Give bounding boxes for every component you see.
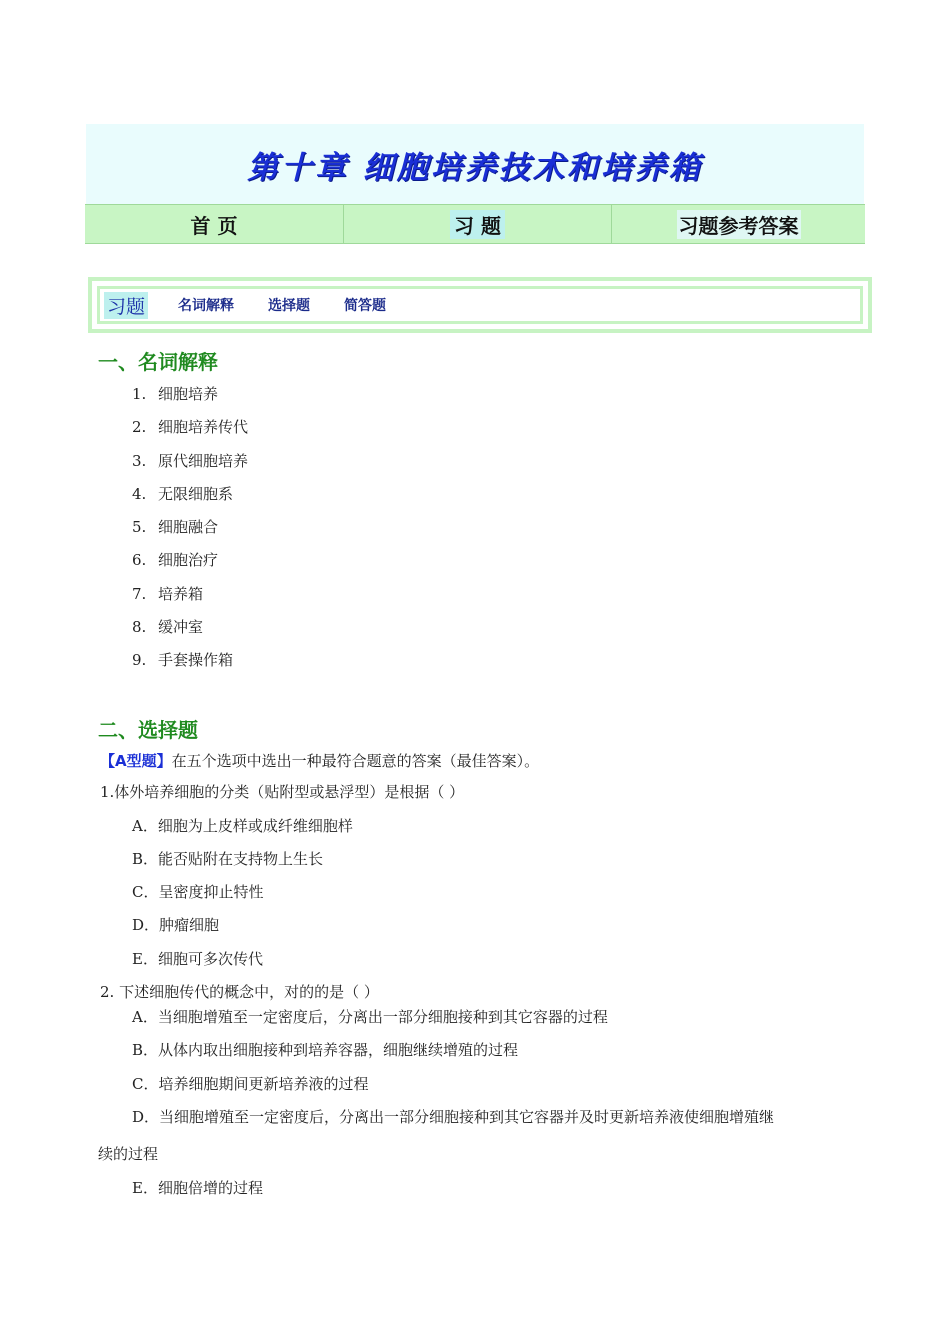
subnav-inner (97, 286, 863, 324)
chapter-title: 第十章 细胞培养技术和培养箱 (247, 149, 703, 186)
q1-option-c: C．呈密度抑止特性 (132, 883, 264, 901)
list-item: 7. 培养箱 (132, 584, 204, 603)
nav-answers-label: 习题参考答案 (677, 210, 801, 239)
nav-exercises[interactable] (343, 205, 611, 243)
question-type-tag: 【A型题】 (100, 752, 172, 770)
q2-option-d-continuation: 续的过程 (98, 1145, 159, 1163)
subnav-link-terms[interactable]: 名词解释 (178, 298, 235, 314)
list-item: 2. 细胞培养传代 (132, 418, 249, 437)
list-item: 3. 原代细胞培养 (132, 451, 249, 470)
subnav-title: 习题 (104, 292, 148, 319)
question-2: 2. 下述细胞传代的概念中，对的的是（ ） (100, 983, 379, 1001)
list-item: 8. 缓冲室 (132, 618, 204, 637)
chapter-header (86, 124, 864, 204)
question-type-desc: 在五个选项中选出一种最符合题意的答案（最佳答案）。 (171, 752, 540, 770)
subnav-link-choice[interactable]: 选择题 (268, 298, 311, 314)
nav-answers[interactable] (611, 205, 865, 243)
q2-option-e: E．细胞倍增的过程 (132, 1179, 263, 1197)
q2-option-a: A．当细胞增殖至一定密度后，分离出一部分细胞接种到其它容器的过程 (132, 1008, 608, 1026)
q1-option-b: B．能否贴附在支持物上生长 (132, 850, 324, 868)
main-nav (85, 204, 865, 244)
question-type-line (100, 750, 539, 771)
list-item: 9. 手套操作箱 (132, 651, 234, 670)
q2-option-b: B．从体内取出细胞接种到培养容器，细胞继续增殖的过程 (132, 1041, 519, 1059)
q2-option-c: C．培养细胞期间更新培养液的过程 (132, 1075, 369, 1093)
q1-option-d: D．肿瘤细胞 (132, 916, 220, 934)
section-choice-title: 二、选择题 (98, 718, 198, 742)
nav-exercises-label: 习 题 (450, 210, 505, 239)
nav-home-label: 首 页 (190, 213, 238, 238)
nav-home[interactable] (85, 205, 343, 243)
list-item: 4. 无限细胞系 (132, 484, 234, 503)
list-item: 5. 细胞融合 (132, 518, 219, 537)
list-item: 6. 细胞治疗 (132, 551, 219, 570)
term-list (132, 384, 248, 684)
subnav-box (88, 277, 872, 333)
q1-option-e: E．细胞可多次传代 (132, 950, 263, 968)
section-terms-title: 一、名词解释 (98, 350, 218, 374)
list-item: 1. 细胞培养 (132, 385, 219, 403)
q2-option-d: D．当细胞增殖至一定密度后，分离出一部分细胞接种到其它容器并及时更新培养液使细胞增殖继 (132, 1108, 775, 1126)
q1-option-a: A．细胞为上皮样或成纤维细胞样 (132, 817, 353, 835)
question-1: 1.体外培养细胞的分类（贴附型或悬浮型）是根据（ ） (100, 783, 465, 801)
subnav-link-short-answer[interactable]: 简答题 (344, 298, 387, 314)
